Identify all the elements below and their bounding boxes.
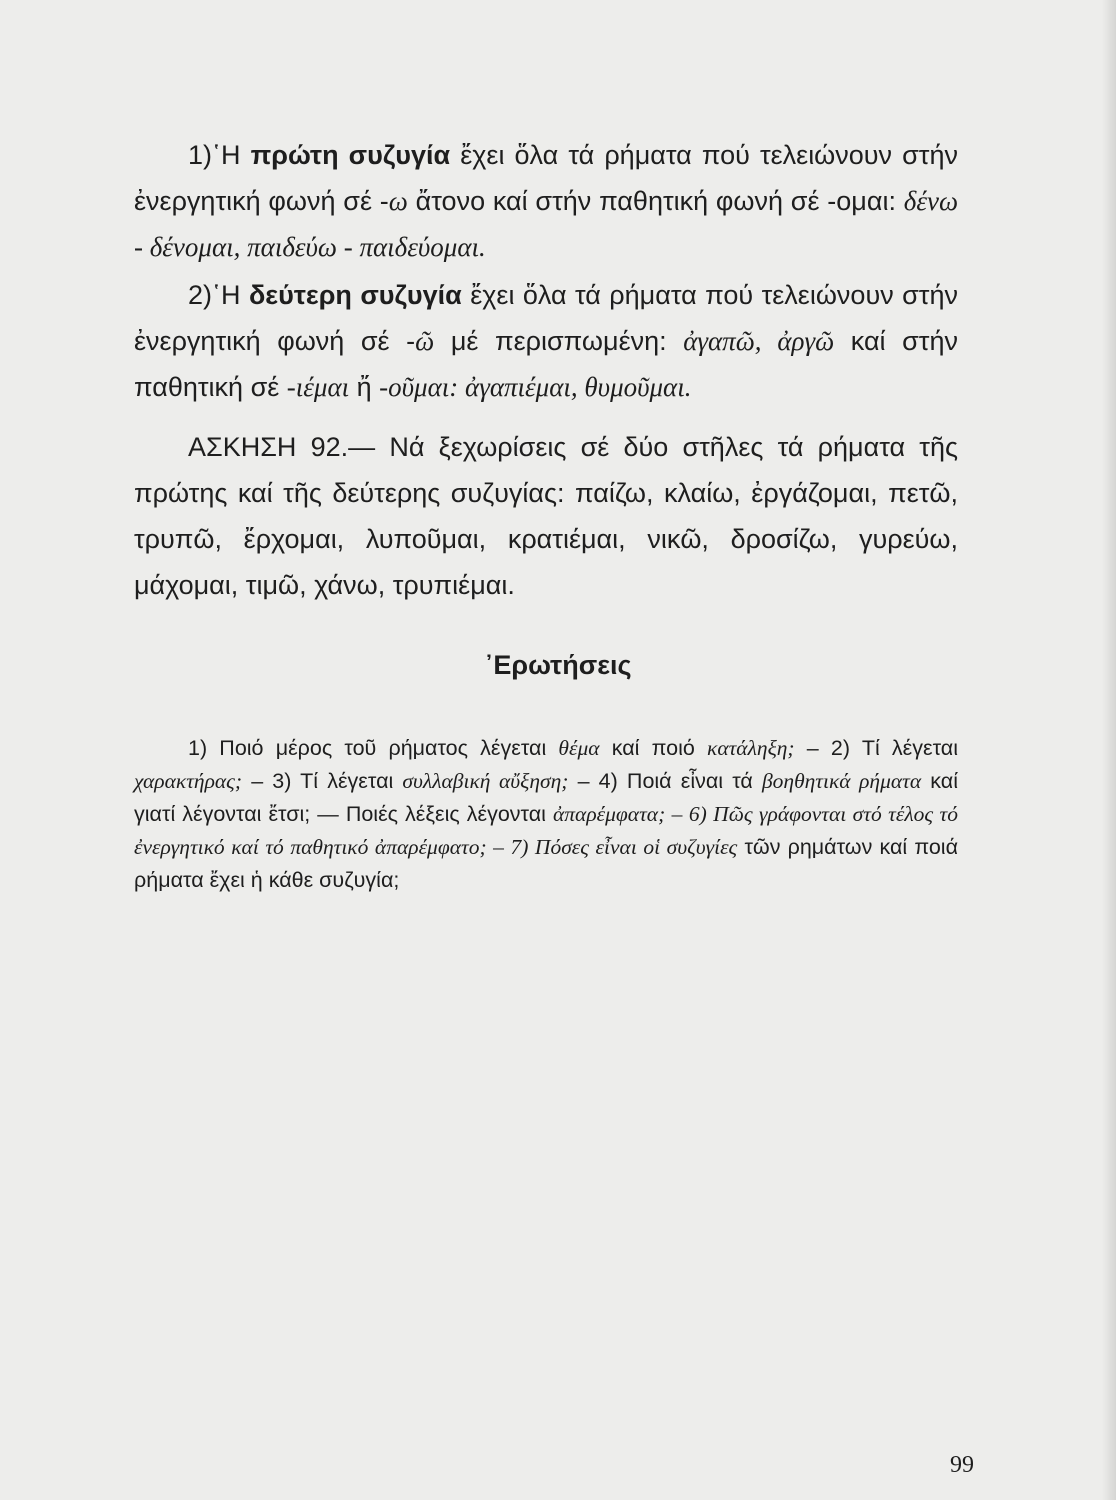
term-character: χαρακτήρας;	[134, 769, 243, 793]
paragraph-text-2: ἄτονο καί στήν παθητική φωνή σέ -ομαι:	[407, 186, 904, 216]
ending-active: ῶ	[415, 326, 435, 356]
ending-passive-2: -οῦμαι:	[379, 372, 466, 402]
paragraph-text-3: καί στήν παθητική σέ	[134, 326, 958, 402]
question-7: τῶν ρημάτων καί ποιά ρήματα ἔχει ἡ κάθε συζυγία;	[134, 835, 959, 892]
exercise-92	[134, 424, 958, 608]
examples-active: ἀγαπῶ, ἀργῶ	[683, 326, 835, 356]
paragraph-text: ἔχει ὅλα τά ρήματα πού τελειώνουν στήν ἐνεργητική φωνή σέ -	[134, 280, 958, 356]
article: ῾Η	[212, 140, 241, 170]
examples-passive: ἀγαπιέμαι, θυμοῦμαι.	[465, 372, 692, 402]
exercise-text: Νά ξεχωρίσεις σέ δύο στῆλες τά ρήματα τῆς πρώτης καί τῆς δεύτερης συζυγίας: παίζω, κλαίω, ἐργάζομαι, πετῶ, τρυπῶ, ἔρχομαι, λυποῦμαι, κρατιέμαι, νικῶ, δροσίζω, γυρεύω, μάχομαι, τιμῶ, χάνω, τρυπιέμαι.	[134, 432, 958, 600]
paragraph-first-conjugation	[134, 132, 958, 270]
paragraph-text-2: μέ περισπωμένη:	[434, 326, 684, 356]
paragraph-text-4: ἤ	[349, 372, 380, 402]
examples: δένω - δένομαι, παιδεύω - παιδεύομαι.	[134, 186, 959, 262]
term-infinitives: ἀπαρέμφατα;	[552, 802, 666, 826]
paragraph-text: ἔχει ὅλα τά ρήματα πού τελειώνουν στήν ἐνεργητική φωνή σέ -	[134, 140, 958, 216]
questions-heading: ᾿Ερωτήσεις	[484, 650, 632, 680]
question-1: 1) Ποιό μέρος τοῦ ρήματος λέγεται	[188, 736, 559, 760]
paragraph-second-conjugation	[134, 272, 958, 410]
question-2: – 2) Τί λέγεται	[794, 736, 958, 760]
exercise-label: ΑΣΚΗΣΗ 92.—	[188, 432, 376, 462]
ending-passive-1: -ιέμαι	[286, 372, 350, 402]
question-7-lead: 7) Πόσες εἶναι οἱ συζυγίες	[503, 835, 738, 859]
term-auxiliary-verbs: βοηθητικά ρήματα	[761, 769, 922, 793]
page-number: 99	[950, 1452, 974, 1478]
article: ῾Η	[212, 280, 241, 310]
term-first-conjugation: πρώτη συζυγία	[250, 140, 451, 170]
term-augment: συλλαβική αὔξηση;	[402, 769, 569, 793]
question-4: – 4) Ποιά εἶναι τά	[568, 769, 762, 793]
questions-list: 1) Ποιό μέρος τοῦ ρήματος λέγεται θέμα καί ποιό κατάληξη; – 2) Τί λέγεται χαρακτήρας; – 3) Τί λέγεται συλλαβική αὔξηση; – 4) Ποιά εἶναι τά βοηθητικά ρήματα καί γιατί λέγονται ἔτσι; — Ποιές λέξεις λέγονται ἀπαρέμφατα; – 6) Πῶς γράφονται στό τέλος τό ἐνεργητικό καί τό παθητικό ἀπαρέμφατο; – 7) Πόσες εἶναι οἱ συζυγίες τῶν ρημάτων καί ποιά ρήματα ἔχει ἡ κάθε συζυγία;	[134, 736, 959, 892]
question-3: – 3) Τί λέγεται	[242, 769, 403, 793]
term-ending: κατάληξη;	[707, 736, 795, 760]
paragraph-number: 2)	[188, 280, 213, 310]
term-second-conjugation: δεύτερη συζυγία	[248, 280, 462, 310]
term-theme: θέμα	[558, 736, 600, 760]
ending-active: ω	[388, 186, 408, 216]
page-edge-shadow	[1102, 0, 1116, 1500]
question-6: – 6) Πῶς γράφονται στό τέλος τό ἐνεργητικό καί τό παθητικό ἀπαρέμφατο; –	[134, 802, 958, 859]
paragraph-number: 1)	[188, 140, 213, 170]
